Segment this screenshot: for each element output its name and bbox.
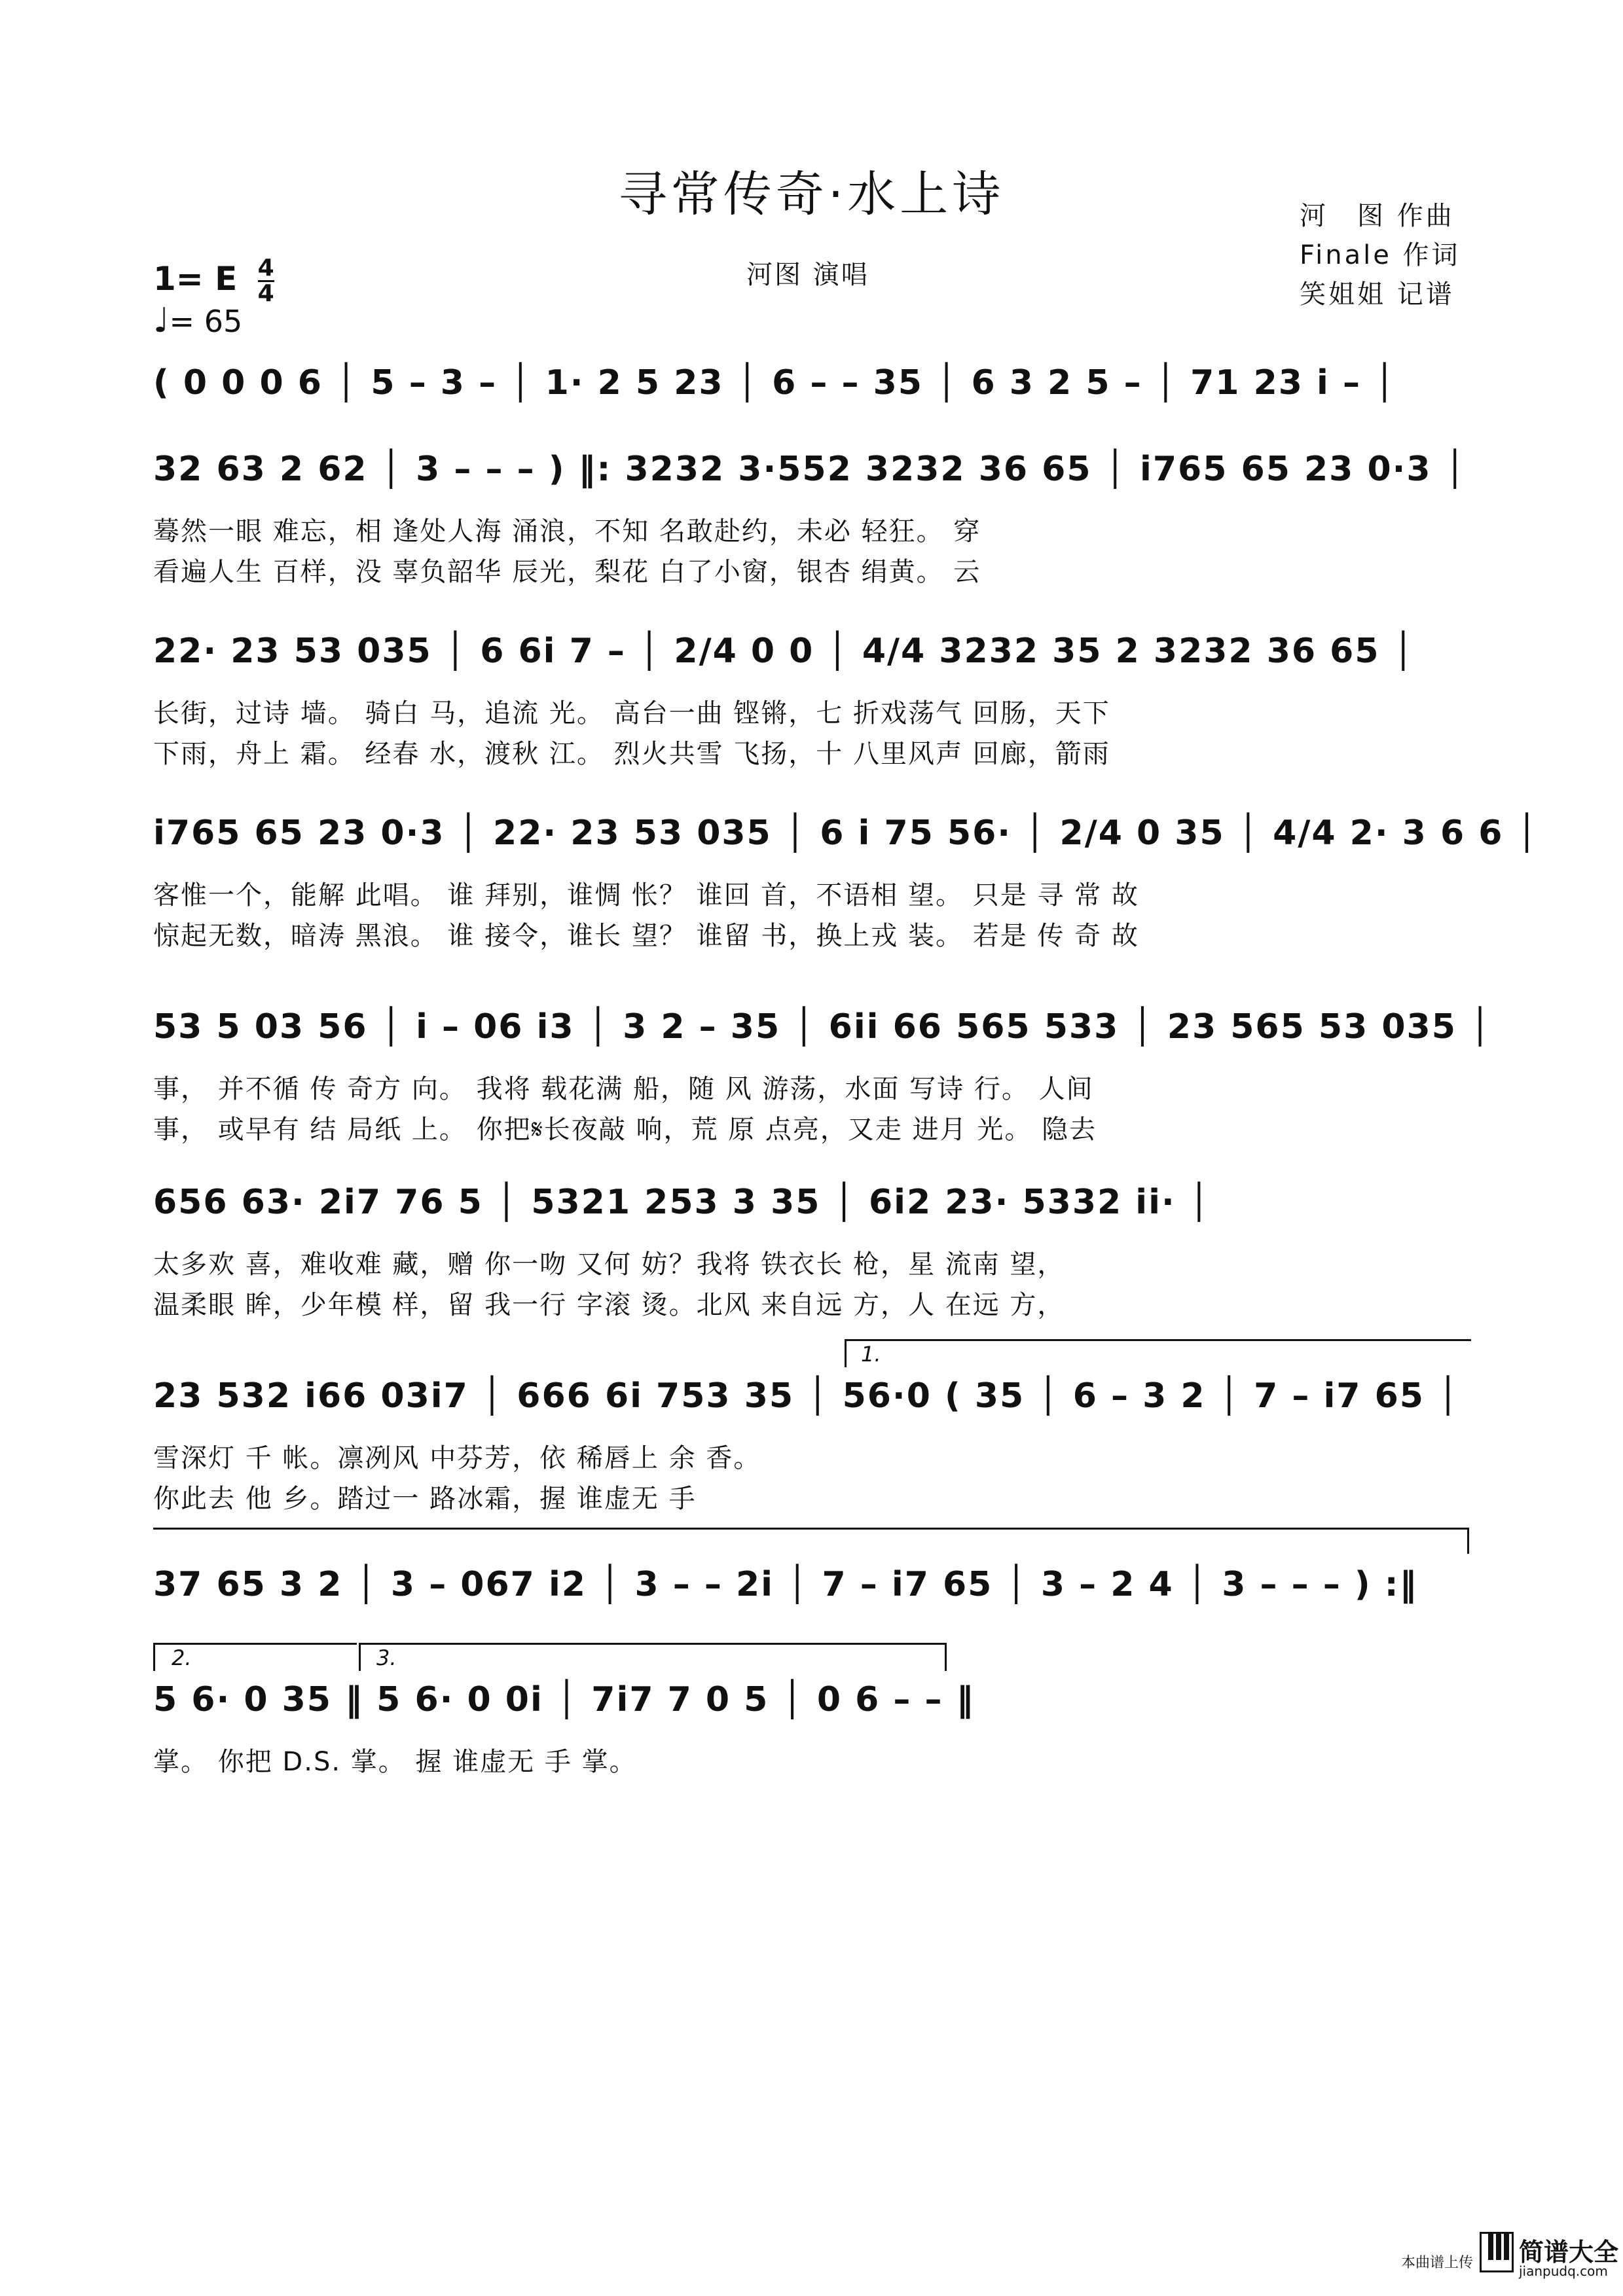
lyric-verse-2: 温柔眼 眸，少年模 样，留 我一行 字滚 烫。北风 来自远 方，人 在远 方， [153,1290,1065,1320]
volta-bracket-3 [359,1643,947,1671]
lyric-verse-1: 雪深灯 千 帐。凛冽风 中芬芳，依 稀唇上 余 香。 [153,1443,761,1473]
volta-bracket-end [1467,1528,1469,1554]
tempo-value: = 65 [169,304,243,339]
lyric-verse-2: 你此去 他 乡。踏过一 路冰霜，握 谁虚无 手 [153,1484,697,1514]
notation-line: 37 65 3 2 │ 3 – 067 i2 │ 3 – – 2i │ 7 – i7 65 │ 3 – 2 4 │ 3 – – – ) :‖ [153,1565,1418,1604]
key-label: 1= E [153,260,238,298]
notation-line: 5 6· 0 35 ‖ 5 6· 0 0i │ 7i7 7 0 5 │ 0 6 – – ‖ [153,1680,975,1719]
volta-bracket-continuation [153,1528,1469,1530]
volta-label-3: 3. [376,1645,397,1670]
lyric-verse-2: 下雨，舟上 霜。 经春 水，渡秋 江。 烈火共雪 飞扬，十 八里风声 回廊，箭雨 [153,739,1110,769]
lyric-verse-1: 掌。 你把 D.S. 掌。 握 谁虚无 手 掌。 [153,1747,637,1777]
composer-credit: 河 图 作曲 [1300,201,1455,231]
lyricist-credit: Finale 作词 [1300,240,1461,270]
lyric-verse-2: 惊起无数，暗涛 黑浪。 谁 接令，谁长 望？ 谁留 书，换上戎 装。 若是 传 奇 故 [153,921,1139,951]
notation-line: 53 5 03 56 │ i – 06 i3 │ 3 2 – 35 │ 6ii 66 565 533 │ 23 565 53 035 │ [153,1007,1492,1047]
notation-line: 22· 23 53 035 │ 6 6i 7 – │ 2/4 0 0 │ 4/4 3232 35 2 3232 36 65 │ [153,632,1415,671]
notation-line: 32 63 2 62 │ 3 – – – ) ‖: 3232 3·552 3232 36 65 │ i765 65 23 0·3 │ [153,450,1467,489]
quarter-note-icon: ♩ [153,301,170,340]
time-signature-bottom: 4 [257,280,274,307]
lyric-verse-2: 事， 或早有 结 局纸 上。 你把𝄋长夜敲 响，荒 原 点亮，又走 进月 光。 隐去 [153,1115,1097,1145]
notation-line: 23 532 i66 03i7 │ 666 6i 753 35 │ 56·0 ( 35 │ 6 – 3 2 │ 7 – i7 65 │ [153,1376,1460,1416]
lyric-verse-1: 事， 并不循 传 奇方 向。 我将 载花满 船，随 风 游荡，水面 写诗 行。 人间 [153,1074,1094,1104]
score-title: 寻常传奇·水上诗 [618,166,1005,223]
key-signature [153,257,274,306]
volta-label-1: 1. [861,1342,881,1367]
site-brand: 简谱大全 [1519,2238,1619,2267]
lyric-verse-1: 蓦然一眼 难忘，相 逢处人海 涌浪，不知 名敢赴约，未必 轻狂。 穿 [153,516,981,547]
lyric-verse-1: 太多欢 喜，难收难 藏，赠 你一吻 又何 妨？我将 铁衣长 枪，星 流南 望， [153,1249,1065,1280]
transcriber-credit: 笑姐姐 记谱 [1300,279,1455,310]
credits-block [1300,196,1461,314]
time-signature [258,257,274,306]
lyric-verse-2: 看遍人生 百样，没 辜负韶华 辰光，梨花 白了小窗，银杏 绢黄。 云 [153,557,981,587]
time-signature-top: 4 [257,255,274,281]
site-logo [1480,2232,1619,2284]
lyric-verse-1: 客惟一个，能解 此唱。 谁 拜别，谁惆 怅？ 谁回 首，不语相 望。 只是 寻 常 故 [153,880,1139,910]
volta-label-2: 2. [172,1645,192,1670]
lyric-verse-1: 长街，过诗 墙。 骑白 马，追流 光。 高台一曲 铿锵，七 折戏荡气 回肠，天下 [153,698,1110,728]
upload-note: 本曲谱上传 [1401,2255,1474,2271]
notation-line: i765 65 23 0·3 │ 22· 23 53 035 │ 6 i 75 56· │ 2/4 0 35 │ 4/4 2· 3 6 6 │ [153,814,1539,853]
notation-line: ( 0 0 0 6 │ 5 – 3 – │ 1· 2 5 23 │ 6 – – 35 │ 6 3 2 5 – │ 71 23 i – │ [153,363,1396,403]
tempo-marking [153,301,242,340]
site-url: jianpudq.com [1519,2263,1608,2279]
notation-line: 656 63· 2i7 76 5 │ 5321 253 3 35 │ 6i2 23· 5332 ii· │ [153,1183,1211,1222]
volta-bracket-1 [845,1339,1471,1367]
piano-keys-icon [1480,2232,1514,2272]
singer-credit: 河图 演唱 [746,260,869,290]
